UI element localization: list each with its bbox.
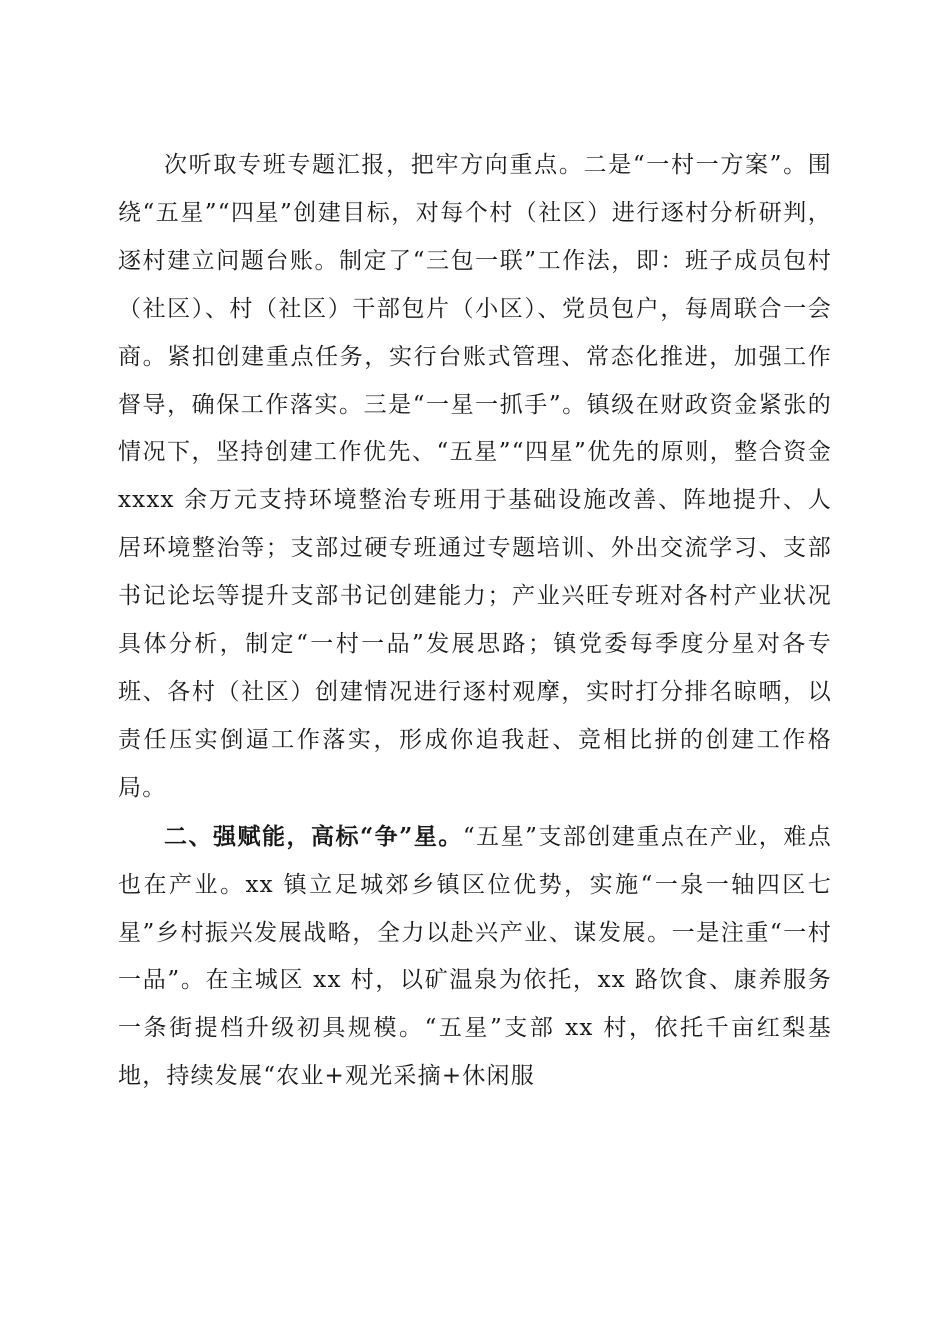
paragraph-continuation: 次听取专班专题汇报，把牢方向重点。二是“一村一方案”。围绕“五星”“四星”创建目标，对每个村（社区）进行逐村分析研判，逐村建立问题台账。制定了“三包一联”工作法，即：班子成员包村（社区）、村（社区）干部包片（小区）、党员包户，每周联合一会商。紧扣创建重点任务，实行台账式管理、常态化推进，加强工作督导，确保工作落实。三是“一星一抓手”。镇级在财政资金紧张的情况下，坚持创建工作优先、“五星”“四星”优先的原则，整合资金 xxxx 余万元支持环境整治专班用于基础设施改善、阵地提升、人居环境整治等；支部过硬专班通过专题培训、外出交流学习、支部书记论坛等提升支部书记创建能力；产业兴旺专班对各村产业状况具体分析，制定“一村一品”发展思路；镇党委每季度分星对各专班、各村（社区）创建情况进行逐村观摩，实时打分排名晾晒，以责任压实倒逼工作落实，形成你追我赶、竞相比拼的创建工作格局。 xyxy=(118,152,832,801)
section-body-text: “五星”支部创建重点在产业，难点也在产业。xx 镇立足城郊乡镇区位优势，实施“一泉一轴四区七星”乡村振兴发展战略，全力以赴兴产业、谋发展。一是注重“一村一品”。在主城区 xx 村，以矿温泉为依托，xx 路饮食、康养服务一条街提档升级初具规模。“五星”支部 xx 村，依托千亩红梨基地，持续发展“农业+观光采摘+休闲服 xyxy=(118,823,832,1090)
document-body xyxy=(118,142,832,1101)
paragraph-section-two xyxy=(118,813,832,1101)
section-heading: 二、强赋能，高标“争”星。 xyxy=(164,822,463,850)
